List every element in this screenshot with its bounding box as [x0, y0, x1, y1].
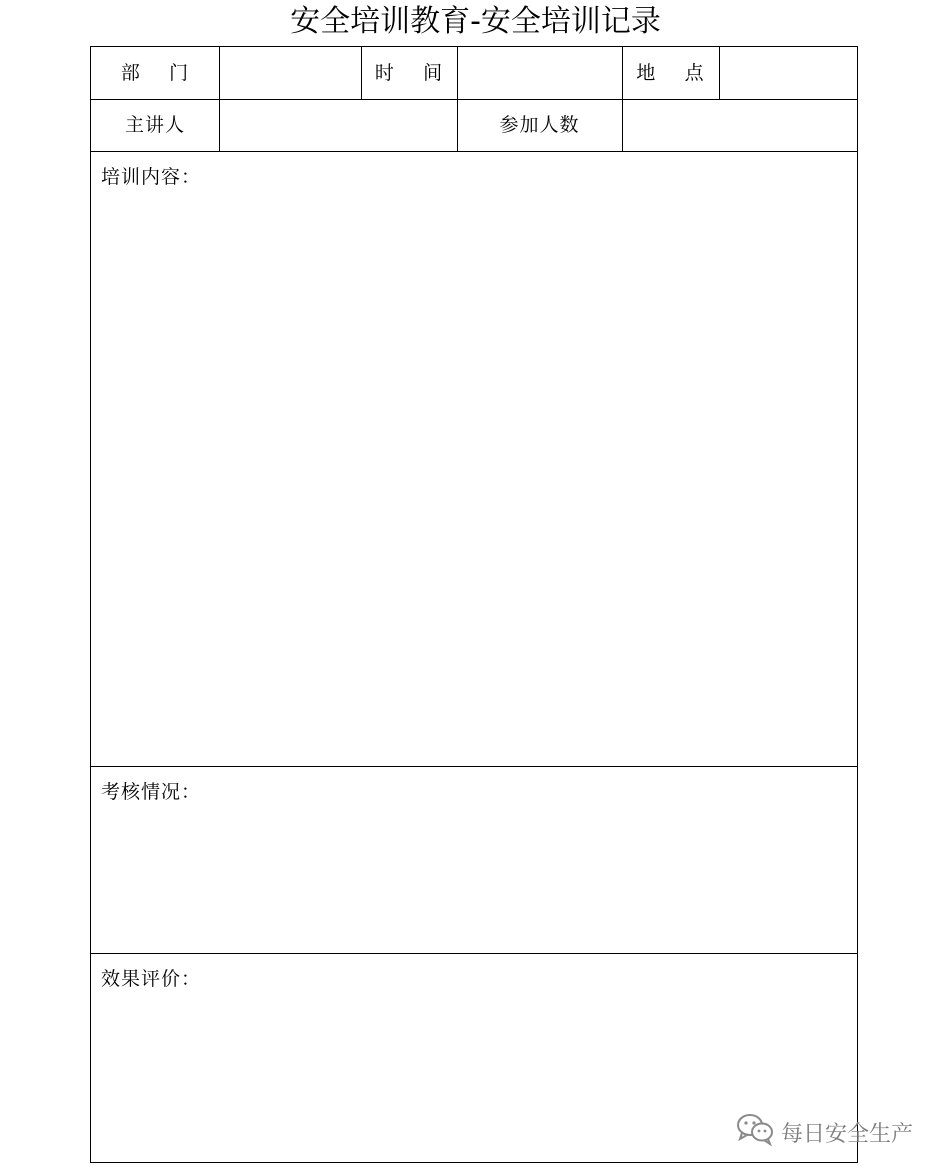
location-field[interactable]	[720, 47, 857, 99]
time-field[interactable]	[458, 47, 622, 99]
location-label: 地 点	[636, 62, 705, 84]
department-label: 部 门	[120, 62, 190, 84]
evaluation-label: 效果评价：	[101, 968, 202, 990]
document-title: 安全培训教育-安全培训记录	[290, 4, 661, 39]
watermark	[735, 1112, 913, 1152]
attendance-label: 参加人数	[499, 114, 580, 136]
row-divider-2	[91, 151, 857, 152]
attendance-field[interactable]	[623, 100, 857, 151]
department-field[interactable]	[220, 47, 361, 99]
training-record-form	[90, 46, 858, 1163]
watermark-text: 每日安全生产	[781, 1121, 914, 1147]
row-divider-3	[91, 766, 857, 767]
assessment-area[interactable]	[91, 807, 857, 953]
training-content-label: 培训内容：	[101, 166, 202, 188]
assessment-label: 考核情况：	[101, 781, 202, 803]
training-content-area[interactable]	[91, 192, 857, 766]
speaker-label: 主讲人	[124, 114, 185, 136]
time-label: 时 间	[374, 62, 444, 84]
wechat-icon	[735, 1112, 781, 1152]
speaker-field[interactable]	[220, 100, 457, 151]
row-divider-4	[91, 953, 857, 954]
